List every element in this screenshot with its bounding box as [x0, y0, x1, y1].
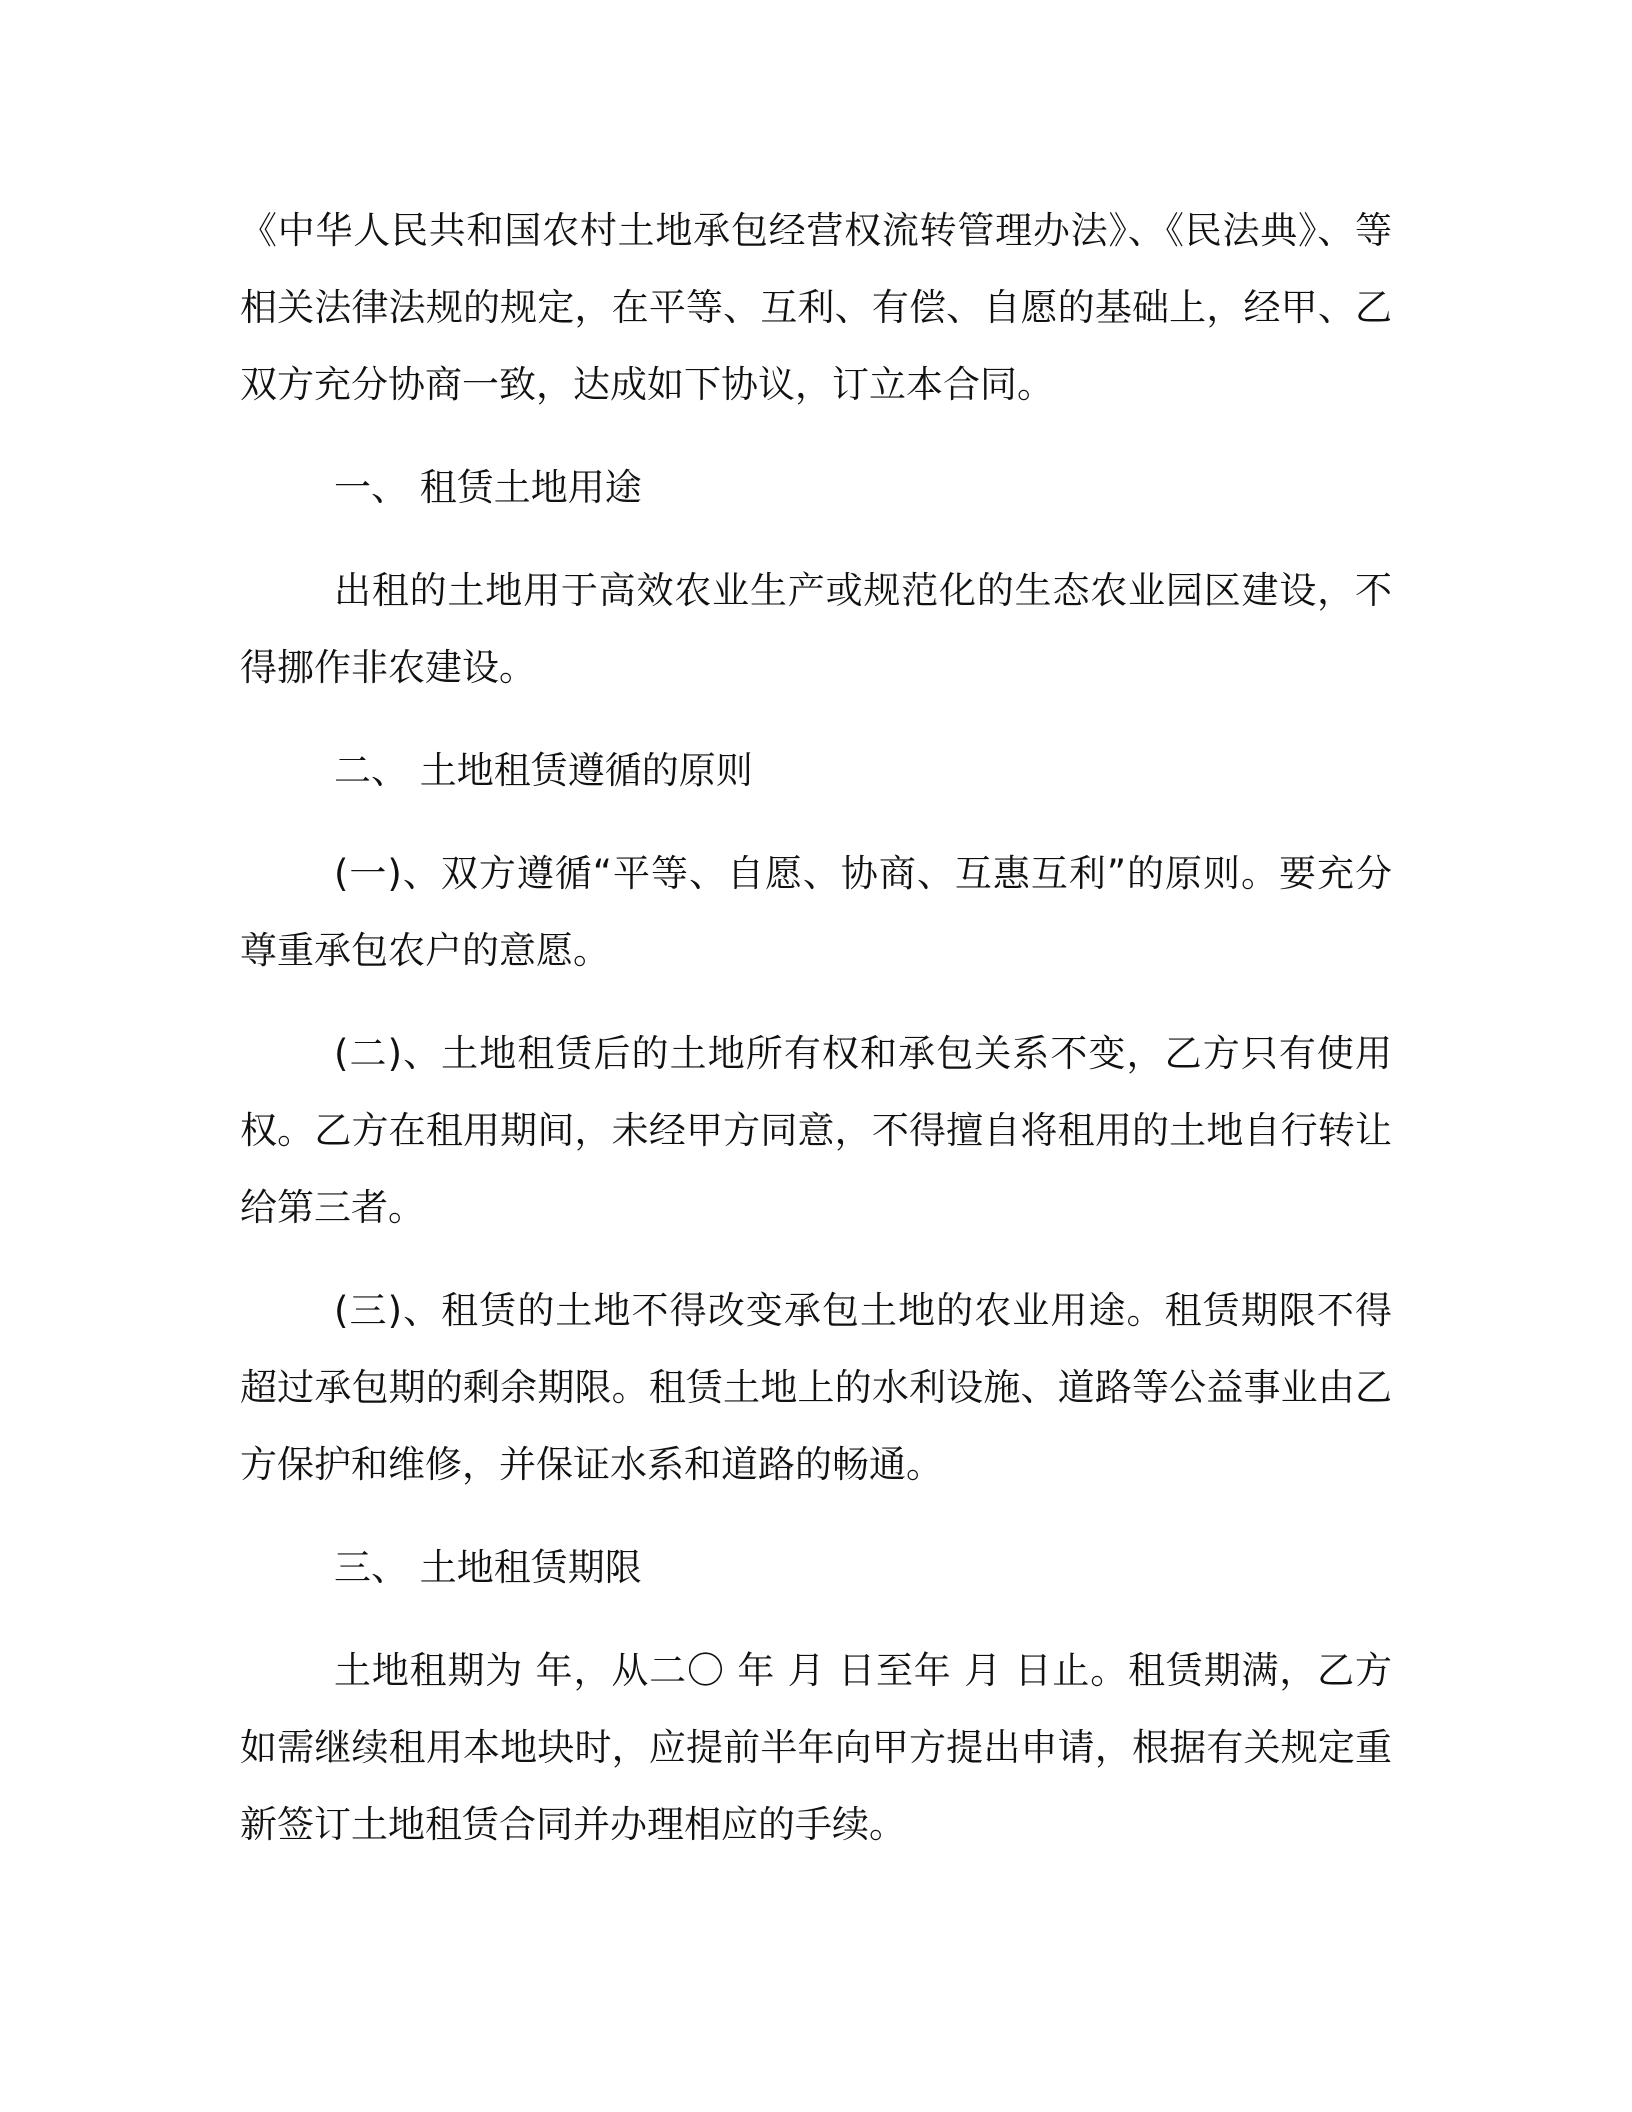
- section-heading-land-use: 一、 租赁土地用途: [334, 466, 642, 509]
- paragraph-preamble: 《中华人民共和国农村土地承包经营权流转管理办法》、《民法典》、等相关法律法规的规定，在平等、互利、有偿、自愿的基础上，经甲、乙双方充分协商一致，达成如下协议，订立本合同。: [240, 209, 1392, 406]
- paragraph-principle-1: (一)、双方遵循“平等、自愿、协商、互惠互利”的原则。要充分尊重承包农户的意愿。: [240, 852, 1392, 972]
- paragraph-lease-term: 土地租期为 年，从二〇 年 月 日至年 月 日止。租赁期满，乙方如需继续租用本地块时，应提前半年向甲方提出申请，根据有关规定重新签订土地租赁合同并办理相应的手续。: [240, 1649, 1392, 1846]
- paragraph-principle-2: (二)、土地租赁后的土地所有权和承包关系不变，乙方只有使用权。乙方在租用期间，未经甲方同意，不得擅自将租用的土地自行转让给第三者。: [240, 1032, 1392, 1229]
- section-heading-lease-term: 三、 土地租赁期限: [334, 1546, 642, 1589]
- document-body: [240, 192, 1392, 1889]
- section-heading-principles: 二、 土地租赁遵循的原则: [334, 749, 753, 792]
- paragraph-principle-3: (三)、租赁的土地不得改变承包土地的农业用途。租赁期限不得超过承包期的剩余期限。租赁土地上的水利设施、道路等公益事业由乙方保护和维修，并保证水系和道路的畅通。: [240, 1289, 1392, 1486]
- paragraph-land-use: 出租的土地用于高效农业生产或规范化的生态农业园区建设，不得挪作非农建设。: [240, 569, 1392, 689]
